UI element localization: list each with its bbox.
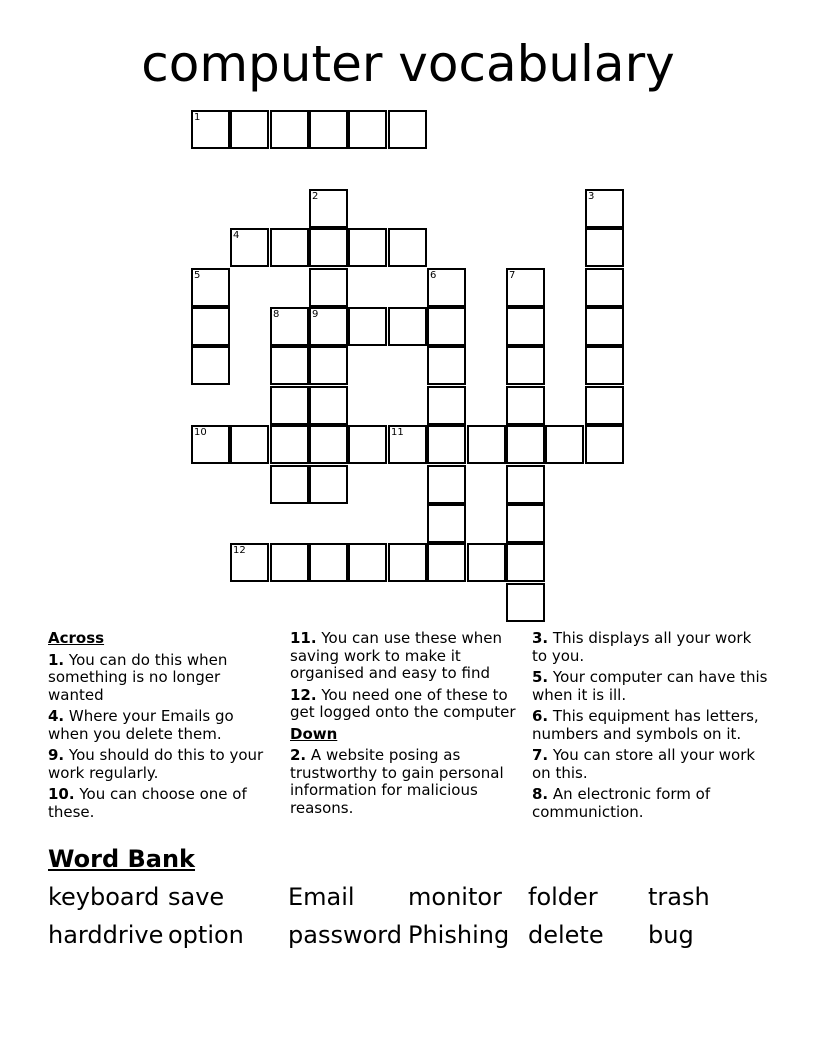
clue-number: 1 (194, 112, 201, 123)
word-bank-word: delete (528, 921, 604, 949)
crossword-cell[interactable] (506, 465, 545, 504)
clue-across-10: 10. You can choose one of these. (48, 785, 247, 821)
crossword-cell[interactable] (348, 543, 387, 582)
crossword-cell[interactable] (585, 425, 624, 464)
word-bank-word: bug (648, 921, 694, 949)
crossword-cell[interactable] (388, 543, 427, 582)
word-bank-word: password (288, 921, 402, 949)
crossword-cell[interactable] (427, 346, 466, 385)
crossword-cell[interactable] (427, 386, 466, 425)
crossword-cell[interactable] (585, 346, 624, 385)
puzzle-title: computer vocabulary (141, 35, 675, 93)
crossword-cell[interactable] (585, 268, 624, 307)
word-bank-word: folder (528, 883, 598, 911)
crossword-cell[interactable] (427, 543, 466, 582)
clue-number: 12 (233, 545, 246, 556)
clue-number: 11 (391, 427, 404, 438)
clue-across-1: 1. You can do this when something is no longer wanted (48, 650, 228, 704)
clue-across-11: 11. You can use these when saving work to make it organised and easy to find (290, 629, 502, 682)
crossword-cell[interactable] (309, 189, 348, 228)
down-heading: Down (290, 724, 338, 743)
word-bank-word: Email (288, 883, 355, 911)
crossword-cell[interactable] (388, 110, 427, 149)
crossword-cell[interactable] (270, 228, 309, 267)
crossword-cell[interactable] (191, 110, 230, 149)
crossword-cell[interactable] (545, 425, 584, 464)
crossword-cell[interactable] (388, 228, 427, 267)
word-bank-word: trash (648, 883, 710, 911)
clue-number: 3 (588, 191, 595, 202)
crossword-cell[interactable] (309, 425, 348, 464)
clue-number: 6 (430, 270, 437, 281)
clue-column-1 (48, 630, 268, 825)
crossword-cell[interactable] (348, 110, 387, 149)
crossword-cell[interactable] (427, 465, 466, 504)
clue-number: 5 (194, 270, 201, 281)
crossword-cell[interactable] (191, 346, 230, 385)
crossword-cell[interactable] (309, 543, 348, 582)
crossword-cell[interactable] (191, 268, 230, 307)
clue-number: 10 (194, 427, 207, 438)
crossword-cell[interactable] (388, 307, 427, 346)
crossword-cell[interactable] (191, 307, 230, 346)
clue-number: 8 (273, 309, 280, 320)
crossword-cell[interactable] (348, 307, 387, 346)
crossword-cell[interactable] (270, 346, 309, 385)
clue-down-6: 6. This equipment has letters, numbers and symbols on it. (532, 707, 759, 743)
clue-down-3: 3. This displays all your work to you. (532, 629, 752, 665)
crossword-cell[interactable] (506, 268, 545, 307)
crossword-cell[interactable] (309, 268, 348, 307)
crossword-cell[interactable] (270, 425, 309, 464)
crossword-cell[interactable] (388, 425, 427, 464)
crossword-cell[interactable] (191, 425, 230, 464)
crossword-cell[interactable] (585, 228, 624, 267)
crossword-cell[interactable] (506, 504, 545, 543)
word-bank-word: monitor (408, 883, 502, 911)
crossword-cell[interactable] (230, 110, 269, 149)
clue-number: 7 (509, 270, 516, 281)
crossword-cell[interactable] (427, 307, 466, 346)
crossword-cell[interactable] (506, 425, 545, 464)
word-bank-word: harddrive (48, 921, 164, 949)
crossword-cell[interactable] (309, 110, 348, 149)
crossword-cell[interactable] (309, 228, 348, 267)
clue-across-12: 12. You need one of these to get logged onto the computer (290, 685, 516, 721)
clue-column-2 (290, 630, 518, 821)
crossword-cell[interactable] (585, 386, 624, 425)
clue-number: 9 (312, 309, 319, 320)
crossword-cell[interactable] (270, 465, 309, 504)
clue-down-7: 7. You can store all your work on this. (532, 746, 756, 782)
clue-across-9: 9. You should do this to your work regularly. (48, 746, 264, 782)
crossword-cell[interactable] (230, 543, 269, 582)
crossword-cell[interactable] (467, 425, 506, 464)
crossword-cell[interactable] (270, 386, 309, 425)
crossword-cell[interactable] (270, 307, 309, 346)
across-heading: Across (48, 629, 105, 647)
crossword-cell[interactable] (427, 425, 466, 464)
crossword-cell[interactable] (309, 465, 348, 504)
crossword-cell[interactable] (270, 110, 309, 149)
clue-down-5: 5. Your computer can have this when it is ill. (532, 668, 768, 704)
crossword-cell[interactable] (427, 268, 466, 307)
crossword-cell[interactable] (309, 386, 348, 425)
crossword-cell[interactable] (270, 543, 309, 582)
crossword-cell[interactable] (585, 189, 624, 228)
crossword-cell[interactable] (230, 425, 269, 464)
crossword-cell[interactable] (348, 425, 387, 464)
clue-across-4: 4. Where your Emails go when you delete them. (48, 707, 234, 743)
word-bank-word: Phishing (408, 921, 510, 949)
crossword-cell[interactable] (309, 307, 348, 346)
word-bank-word: option (168, 921, 244, 949)
clue-down-8: 8. An electronic form of communiction. (532, 785, 711, 821)
clue-down-2: 2. A website posing as trustworthy to gain personal information for malicious reasons. (290, 746, 504, 817)
crossword-cell[interactable] (585, 307, 624, 346)
crossword-cell[interactable] (230, 228, 269, 267)
crossword-cell[interactable] (506, 543, 545, 582)
word-bank-word: keyboard (48, 883, 160, 911)
crossword-cell[interactable] (467, 543, 506, 582)
clue-number: 4 (233, 230, 240, 241)
crossword-cell[interactable] (506, 386, 545, 425)
crossword-cell[interactable] (506, 307, 545, 346)
crossword-cell[interactable] (309, 346, 348, 385)
crossword-cell[interactable] (506, 346, 545, 385)
crossword-cell[interactable] (348, 228, 387, 267)
crossword-cell[interactable] (506, 583, 545, 622)
clue-number: 2 (312, 191, 319, 202)
word-bank-word: save (168, 883, 225, 911)
clue-column-3 (532, 630, 768, 825)
word-bank-title: Word Bank (48, 845, 196, 873)
crossword-cell[interactable] (427, 504, 466, 543)
